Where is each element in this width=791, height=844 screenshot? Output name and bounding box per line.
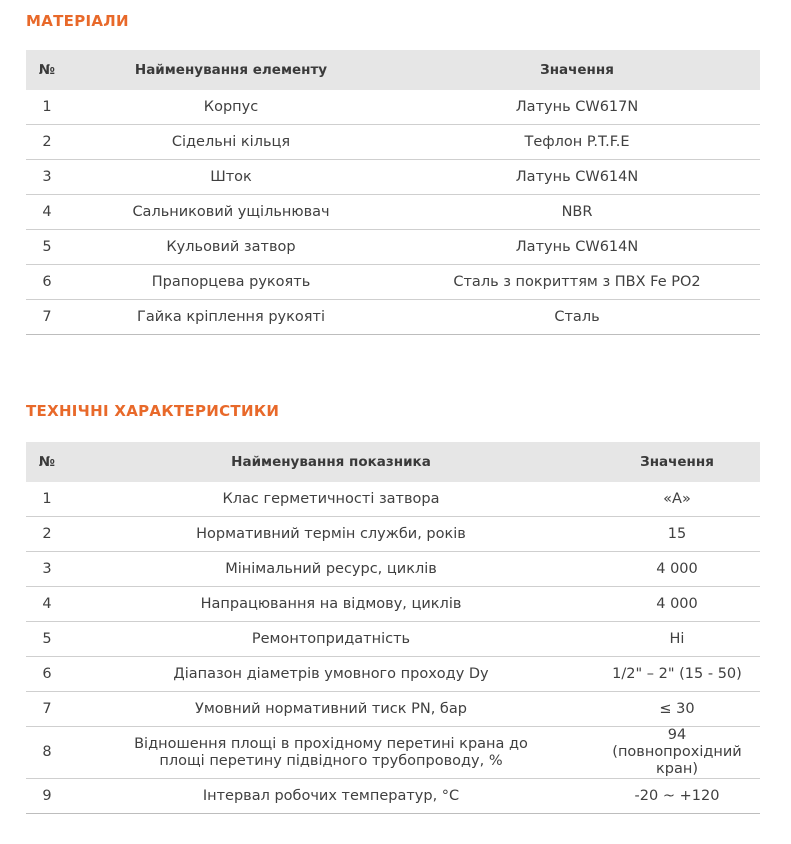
parameter-name: Ремонтопридатність [68,622,594,657]
row-number: 5 [26,230,68,265]
parameter-name: Діапазон діаметрів умовного проходу Dy [68,657,594,692]
table-row [26,230,760,265]
row-number: 2 [26,517,68,552]
row-number: 4 [26,587,68,622]
element-value: Латунь CW614N [394,160,760,195]
table-row [26,727,760,779]
table-row [26,300,760,335]
parameter-name: Нормативний термін служби, років [68,517,594,552]
table-row [26,482,760,517]
parameter-value: 4 000 [594,587,760,622]
column-header-number: № [38,454,56,470]
row-number: 3 [26,552,68,587]
column-header-parameter-name: Найменування показника [231,454,431,470]
column-header-number: № [38,62,56,78]
column-header-value: Значення [640,454,714,470]
row-number: 4 [26,195,68,230]
parameter-value: 1/2" – 2" (15 - 50) [594,657,760,692]
table-row [26,657,760,692]
materials-title: МАТЕРІАЛИ [26,12,129,30]
element-value: Латунь CW614N [394,230,760,265]
table-row [26,692,760,727]
element-name: Гайка кріплення рукояті [68,300,394,335]
table-row [26,587,760,622]
element-value: Сталь з покриттям з ПВХ Fe PO2 [394,265,760,300]
element-value: Тефлон P.T.F.E [394,125,760,160]
table-row [26,779,760,814]
specs-title: ТЕХНІЧНІ ХАРАКТЕРИСТИКИ [26,402,280,420]
parameter-value: 15 [594,517,760,552]
table-row [26,160,760,195]
row-number: 3 [26,160,68,195]
element-name: Кульовий затвор [68,230,394,265]
parameter-value: -20 ~ +120 [594,779,760,814]
element-value: Сталь [394,300,760,335]
parameter-value: «А» [594,482,760,517]
parameter-name: Мінімальний ресурс, циклів [68,552,594,587]
column-header-element-name: Найменування елементу [134,62,328,78]
element-name: Шток [68,160,394,195]
table-row [26,552,760,587]
element-name: Сідельні кільця [68,125,394,160]
table-header-row [26,442,760,482]
element-name: Сальниковий ущільнювач [68,195,394,230]
row-number: 2 [26,125,68,160]
table-row [26,125,760,160]
row-number: 8 [26,727,68,779]
table-row [26,517,760,552]
table-row [26,195,760,230]
element-value: Латунь CW617N [394,90,760,125]
row-number: 9 [26,779,68,814]
table-row [26,90,760,125]
parameter-value: Ні [594,622,760,657]
row-number: 7 [26,300,68,335]
parameter-value: ≤ 30 [594,692,760,727]
table-row [26,265,760,300]
parameter-value: 94 (повнопрохідний кран) [594,727,760,779]
row-number: 6 [26,657,68,692]
row-number: 1 [26,90,68,125]
element-value: NBR [394,195,760,230]
parameter-name: Відношення площі в прохідному перетині крана до площі перетину підвідного трубопроводу, % [68,727,594,779]
row-number: 6 [26,265,68,300]
element-name: Прапорцева рукоять [68,265,394,300]
table-row [26,622,760,657]
parameter-value: 4 000 [594,552,760,587]
table-header-row [26,50,760,90]
element-name: Корпус [68,90,394,125]
parameter-name: Клас герметичності затвора [68,482,594,517]
row-number: 1 [26,482,68,517]
parameter-name: Умовний нормативний тиск PN, бар [68,692,594,727]
parameter-name: Інтервал робочих температур, °С [68,779,594,814]
column-header-value: Значення [540,62,614,78]
row-number: 5 [26,622,68,657]
parameter-name: Напрацювання на відмову, циклів [68,587,594,622]
materials-table [26,50,760,335]
specs-table [26,442,760,814]
row-number: 7 [26,692,68,727]
